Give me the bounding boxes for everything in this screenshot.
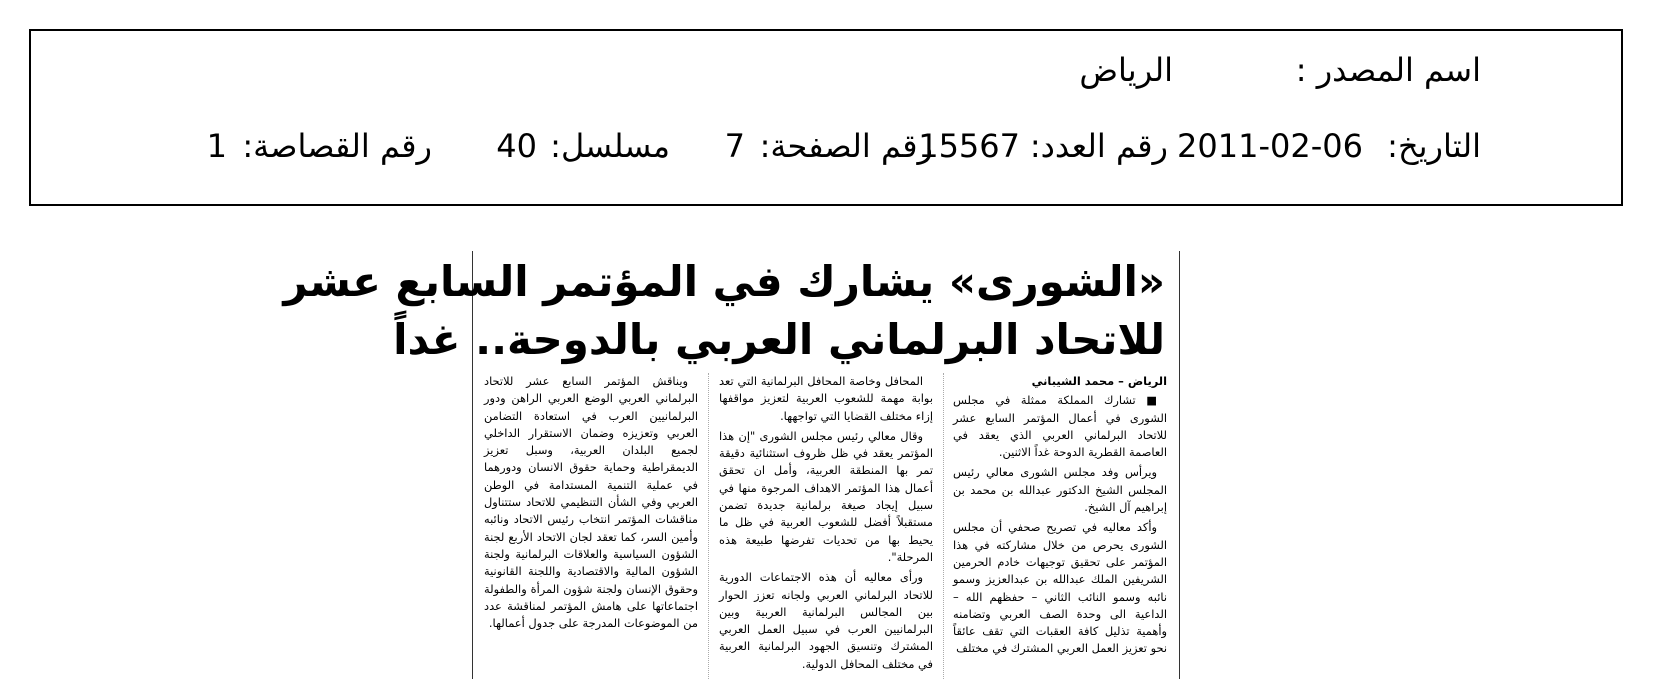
- date-value: 2011-02-06: [1177, 127, 1363, 165]
- date-label: التاريخ:: [1387, 127, 1481, 165]
- paragraph: المحافل وخاصة المحافل البرلمانية التي تعد بوابة مهمة للشعوب العربية لتعزيز مواقفها إزاء مختلف القضايا التي تواجهها.: [719, 374, 933, 423]
- newspaper-clipping: [283, 251, 1180, 679]
- clip-label: رقم القصاصة:: [242, 127, 432, 165]
- issue-value: 15567: [918, 127, 1020, 165]
- article-column-3: [484, 373, 698, 635]
- source-value: الرياض: [1079, 51, 1173, 89]
- paragraph: ورأى معاليه أن هذه الاجتماعات الدورية للاتحاد البرلماني العربي ولجانه تعزز الحوار بين المجالس البرلمانية العربية وبين البرلمانيين العرب في سبيل العمل العربي المشترك وتنسيق الجهود البرلمانية العربية في مختلف المحافل الدولية.: [719, 570, 933, 671]
- paragraph: وقال معالي رئيس مجلس الشورى "إن هذا المؤتمر يعقد في ظل ظروف استثنائية دقيقة تمر بها المنطقة العربية، وأمل ان تحقق أعمال هذا المؤتمر الاهداف المرجوة منها في سبيل إيجاد صيغة برلمانية جديدة تضمن مستقبلاً أفضل للشعوب العربية في ظل ما يحيط بها من تحديات تفرضها طبيعة هذه المرحلة".: [719, 428, 933, 564]
- article-column-1: [953, 373, 1167, 661]
- source-label: اسم المصدر :: [1295, 51, 1481, 89]
- column-separator: [708, 373, 709, 679]
- byline: الرياض – محمد الشيباني: [1031, 374, 1167, 388]
- serial-value: 40: [496, 127, 537, 165]
- paragraph: ويناقش المؤتمر السابع عشر للاتحاد البرلماني العربي الوضع العربي الراهن ودور البرلمانيين العرب في استعادة التضامن العربي وتعزيزه وضمان الاستقرار الداخلي لجميع البلدان العربية، وسبل تعزيز الديمقراطية وحماية حقوق الانسان ودورهما في عملية التنمية المستدامة في الوطن العربي وفي الشأن التنظيمي للاتحاد ستتناول مناقشات المؤتمر انتخاب رئيس الاتحاد ونائبه وأمين السر، كما تعقد لجان الاتحاد الأربع لجنة الشؤون السياسية والعلاقات البرلمانية ولجنة الشؤون المالية والاقتصادية واللجنة القانونية وحقوق الإنسان ولجنة شؤون المرأة والطفولة اجتماعاتها على هامش المؤتمر لمناقشة عدد من الموضوعات المدرجة على جدول أعمالها.: [484, 374, 698, 631]
- paragraph: ويرأس وفد مجلس الشورى معالي رئيس المجلس الشيخ الدكتور عبدالله بن محمد بن إبراهيم آل الشيخ.: [953, 465, 1167, 515]
- paragraph: ■ تشارك المملكة ممثلة في مجلس الشورى في أعمال المؤتمر السابع عشر للاتحاد البرلماني العربي الذي يعقد في العاصمة القطرية الدوحة غداً الاثنين.: [953, 393, 1167, 460]
- paragraph: وأكد معاليه في تصريح صحفي أن مجلس الشورى يحرص من خلال مشاركته في هذا المؤتمر على تحقيق توجيهات خادم الحرمين الشريفين الملك عبدالله بن عبدالعزيز وسمو نائبه وسمو النائب الثاني – حفظهم الله – الداعية الى وحدة الصف العربي وتضامنه وأهمية تذليل كافة العقبات التي تقف عائقاً نحو تعزيز العمل العربي المشترك في مختلف: [953, 520, 1167, 656]
- serial-label: مسلسل:: [550, 127, 670, 165]
- page-value: 7: [724, 127, 745, 165]
- article-column-2: [719, 373, 933, 676]
- column-separator: [943, 373, 944, 679]
- headline-line-2: للاتحاد البرلماني العربي بالدوحة.. غداً: [393, 315, 1165, 364]
- headline-line-1: «الشورى» يشارك في المؤتمر السابع عشر: [283, 257, 1165, 306]
- page-label: رقم الصفحة:: [759, 127, 933, 165]
- clip-value: 1: [206, 127, 227, 165]
- issue-label: رقم العدد:: [1029, 127, 1168, 165]
